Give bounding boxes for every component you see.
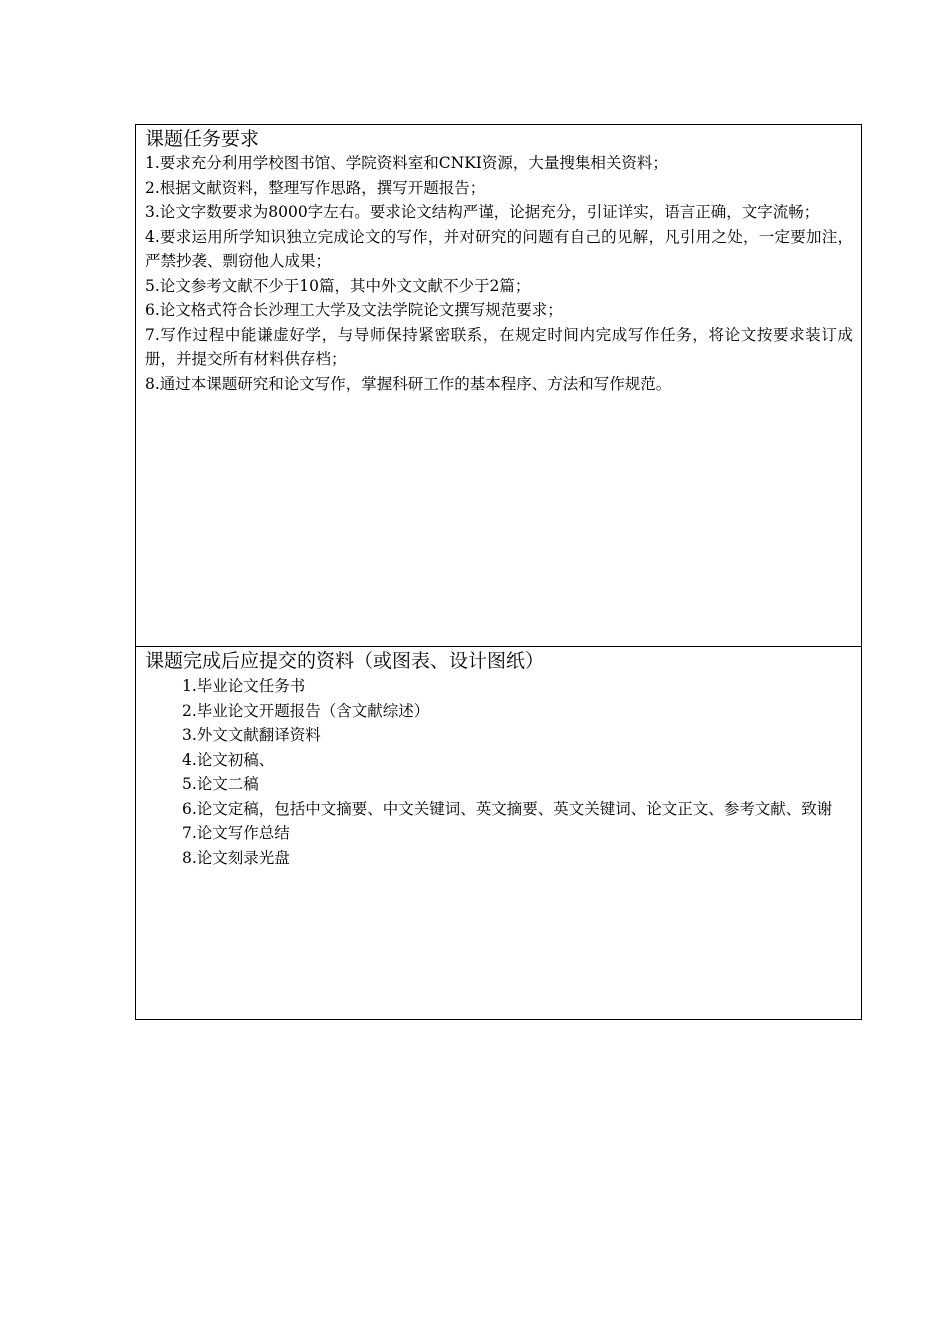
task-requirement-item: 6.论文格式符合长沙理工大学及文法学院论文撰写规范要求； bbox=[145, 301, 563, 319]
deliverable-item: 1.毕业论文任务书 bbox=[182, 677, 306, 695]
task-requirement-item: 3.论文字数要求为8000字左右。要求论文结构严谨，论据充分，引证详实，语言正确，文字流畅； bbox=[145, 203, 820, 221]
deliverables-heading: 课题完成后应提交的资料（或图表、设计图纸） bbox=[145, 650, 545, 672]
task-requirement-item: 1.要求充分利用学校图书馆、学院资料室和CNKI资源，大量搜集相关资料； bbox=[145, 154, 668, 172]
document-table bbox=[135, 124, 862, 1020]
task-requirement-item: 2.根据文献资料，整理写作思路，撰写开题报告； bbox=[145, 178, 486, 197]
task-requirement-item: 8.通过本课题研究和论文写作，掌握科研工作的基本程序、方法和写作规范。 bbox=[145, 374, 672, 393]
task-requirements-section bbox=[136, 125, 861, 647]
deliverable-item: 6.论文定稿，包括中文摘要、中文关键词、英文摘要、英文关键词、论文正文、参考文献、致谢 bbox=[182, 799, 833, 818]
deliverable-item: 7.论文写作总结 bbox=[182, 824, 290, 842]
task-requirements-heading: 课题任务要求 bbox=[145, 128, 260, 150]
deliverable-item: 5.论文二稿 bbox=[182, 775, 259, 793]
task-requirement-item: 7.写作过程中能谦虚好学，与导师保持紧密联系，在规定时间内完成写作任务，将论文按要求装订成册，并提交所有材料供存档； bbox=[145, 325, 853, 368]
deliverable-item: 8.论文刻录光盘 bbox=[182, 848, 290, 867]
deliverable-item: 4.论文初稿、 bbox=[182, 750, 275, 769]
deliverables-section bbox=[136, 647, 861, 1019]
deliverable-item: 3.外文文献翻译资料 bbox=[182, 726, 321, 744]
task-requirement-item: 4.要求运用所学知识独立完成论文的写作，并对研究的问题有自己的见解，凡引用之处，一定要加注，严禁抄袭、剽窃他人成果； bbox=[145, 227, 853, 270]
deliverable-item: 2.毕业论文开题报告（含文献综述） bbox=[182, 701, 430, 720]
task-requirement-item: 5.论文参考文献不少于10篇，其中外文文献不少于2篇； bbox=[145, 276, 531, 295]
